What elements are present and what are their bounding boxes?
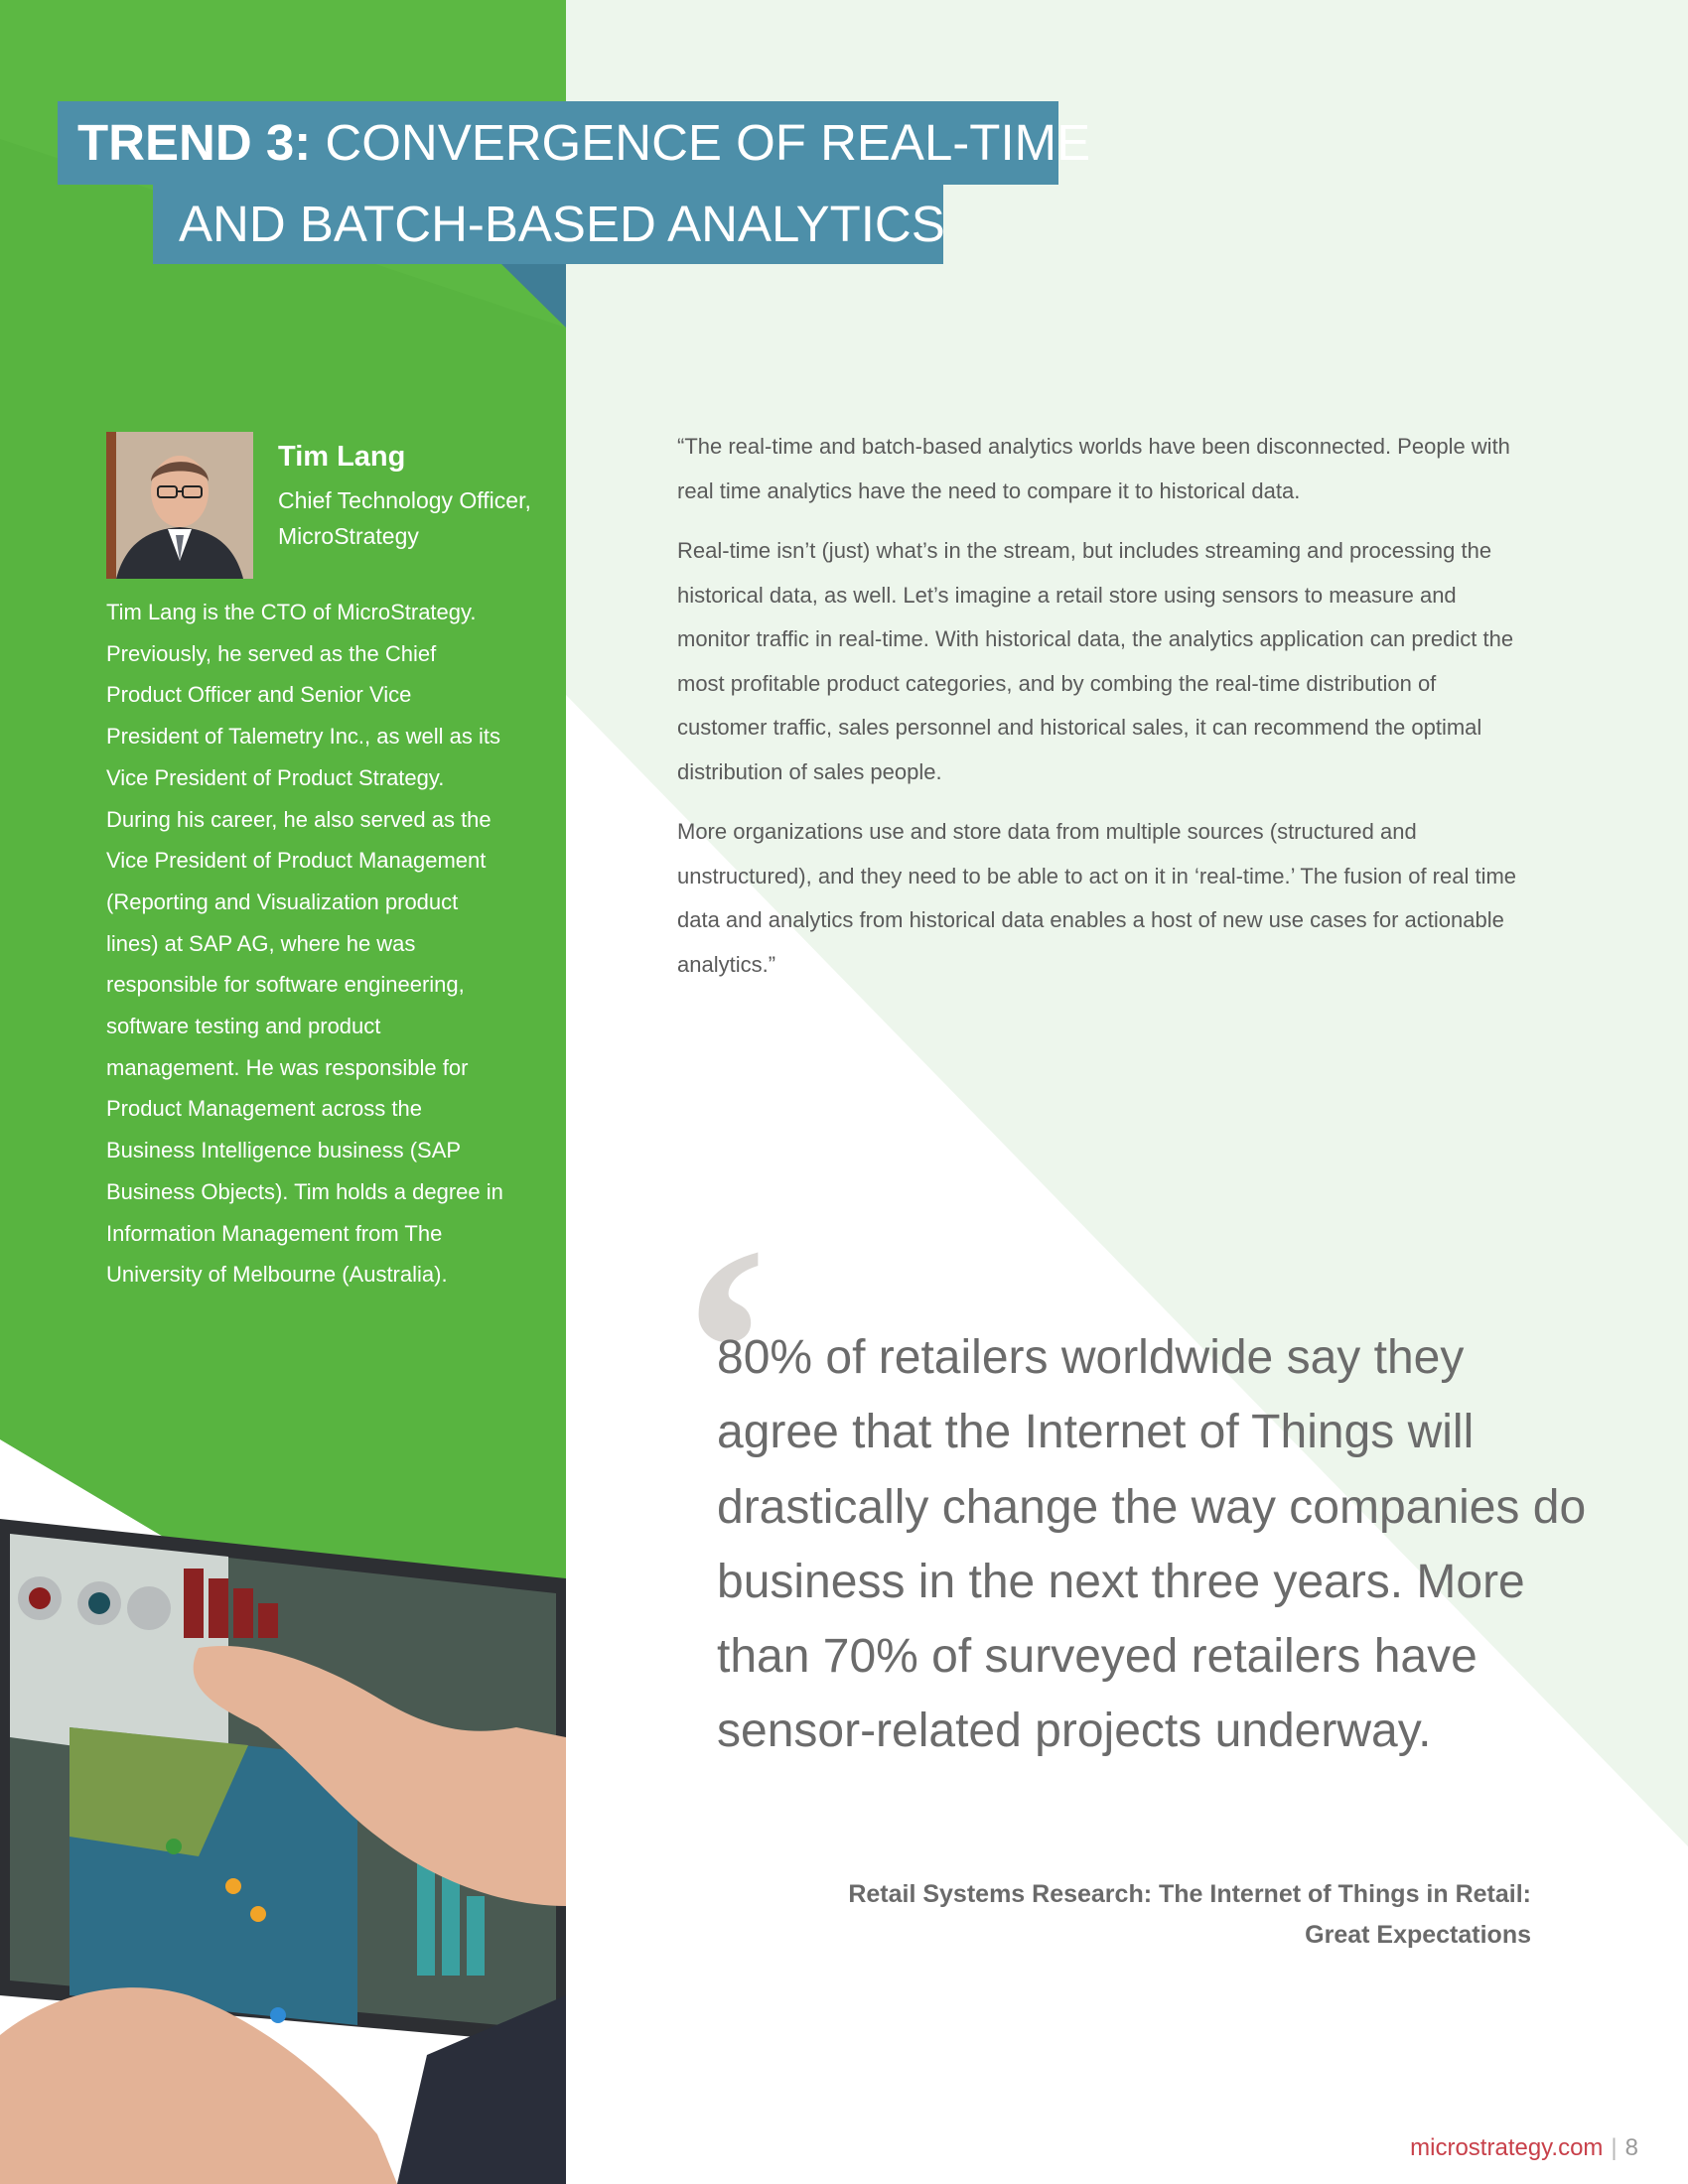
person-title-line1: Chief Technology Officer, xyxy=(278,487,531,513)
pull-quote-source xyxy=(755,1874,1531,1956)
title-banner-line2 xyxy=(153,185,943,264)
quote-paragraph-2: Real-time isn’t (just) what’s in the stream, but includes streaming and processing the historical data, as well. Let’s imagine a retail store using sensors to measure and monitor traffic in real-time. With historical data, the analytics application can predict the most profitable product categories, and by combing the real-time distribution of customer traffic, sales personnel and historical sales, it can recommend the optimal distribution of sales people. xyxy=(677,538,1514,784)
quote-body xyxy=(677,425,1531,1003)
person-name: Tim Lang xyxy=(278,441,406,473)
source-line1: Retail Systems Research: The Internet of Things in Retail: xyxy=(848,1880,1531,1908)
pull-quote-text: 80% of retailers worldwide say they agree that the Internet of Things will drastically change the way companies do business in the next three years. More than 70% of surveyed retailers have sensor-related projects underway. xyxy=(717,1331,1587,1758)
trend-label: TREND 3: xyxy=(77,114,312,171)
title-line1: CONVERGENCE OF REAL-TIME xyxy=(325,114,1091,171)
footer-url-link[interactable]: microstrategy.com xyxy=(1410,2134,1604,2161)
source-line2: Great Expectations xyxy=(1305,1921,1531,1949)
person-title-line2: MicroStrategy xyxy=(278,523,419,549)
headshot-photo xyxy=(106,432,253,579)
quote-paragraph-1: “The real-time and batch-based analytics worlds have been disconnected. People with real time analytics have the need to compare it to historical data. xyxy=(677,434,1510,503)
person-bio: Tim Lang is the CTO of MicroStrategy. Previously, he served as the Chief Product Officer and Senior Vice President of Talemetry Inc., as well as its Vice President of Product Strategy. During his career, he also served as the Vice President of Product Management (Reporting and Visualization product lines) at SAP AG, where he was responsible for software engineering, software testing and product management. He was responsible for Product Management across the Business Intelligence business (SAP Business Objects). Tim holds a degree in Information Management from The University of Melbourne (Australia). xyxy=(106,600,503,1288)
quote-paragraph-3: More organizations use and store data from multiple sources (structured and unstructured), and they need to be able to act on it in ‘real-time.’ The fusion of real time data and analytics from historical data enables a host of new use cases for actionable analytics.” xyxy=(677,819,1517,977)
page-footer xyxy=(1291,2134,1638,2162)
title-line2: AND BATCH-BASED ANALYTICS xyxy=(179,196,945,252)
title-banner-line1 xyxy=(58,101,1091,185)
tablet-photo xyxy=(0,1439,566,2184)
person-title xyxy=(278,482,556,554)
footer-separator: | xyxy=(1611,2134,1618,2161)
page-number: 8 xyxy=(1624,2134,1638,2161)
quote-mark-icon: ‘ xyxy=(675,1185,774,1515)
